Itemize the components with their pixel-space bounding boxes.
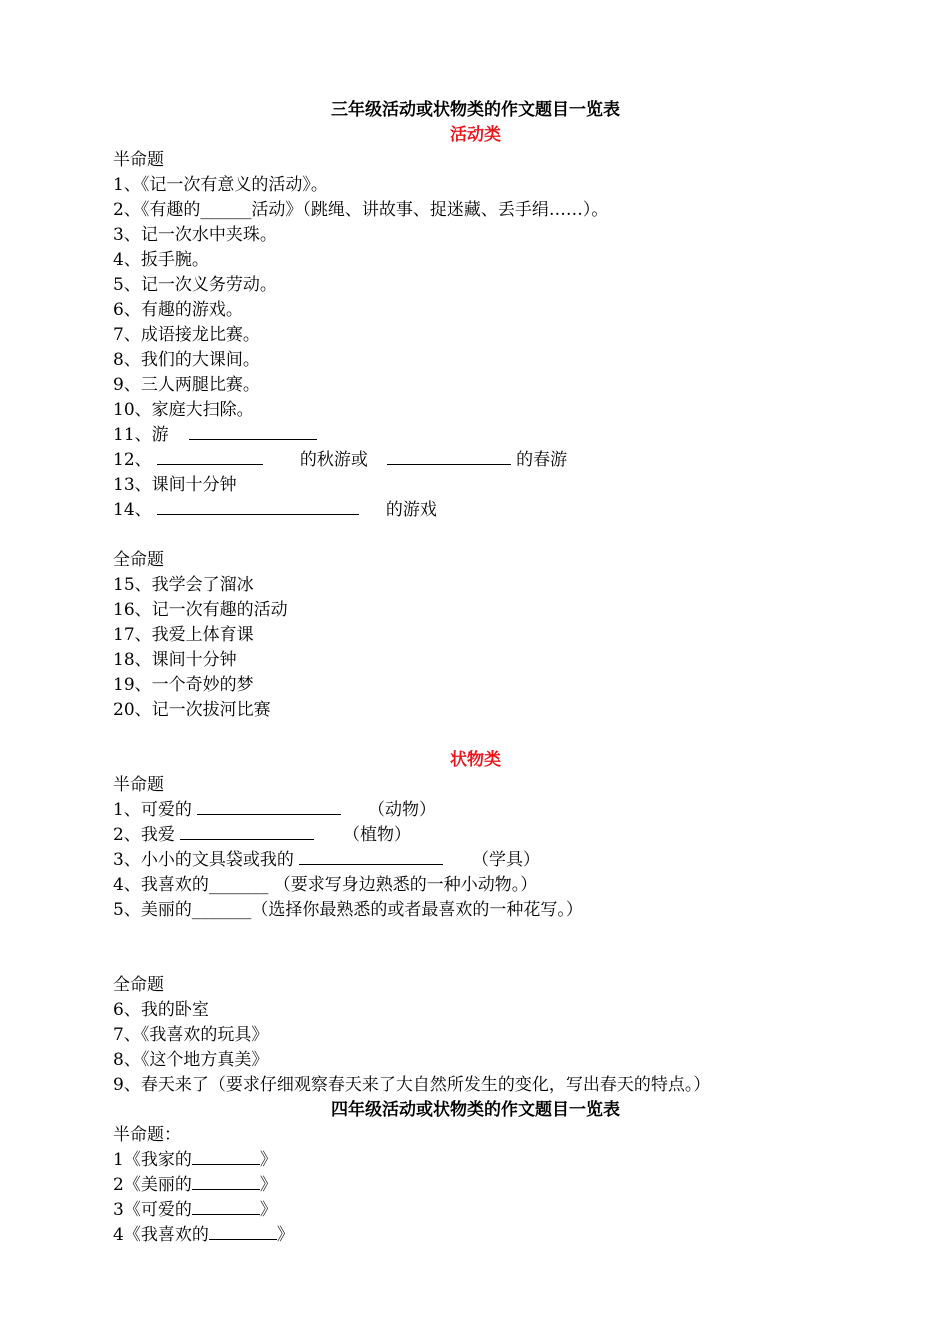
activity-item: 1、《记一次有意义的活动》。 (113, 175, 328, 195)
fill-blank (189, 423, 317, 440)
activity-full-item: 15、我学会了溜冰 (113, 575, 254, 595)
item-text: 1、可爱的 (113, 800, 192, 820)
object-item-4: 4、我喜欢的_______ （要求写身边熟悉的一种小动物。） (113, 875, 538, 895)
object-full-item: 9、春天来了（要求仔细观察春天来了大自然所发生的变化，写出春天的特点。） (113, 1075, 711, 1095)
activity-item: 5、记一次义务劳动。 (113, 275, 277, 295)
activity-item: 7、成语接龙比赛。 (113, 325, 260, 345)
item-text: （植物） (343, 825, 412, 845)
item-text: 的春游 (516, 450, 568, 470)
fill-blank (387, 448, 511, 465)
object-full-label: 全命题 (113, 975, 164, 995)
fill-blank (192, 1173, 260, 1190)
activity-full-label: 全命题 (113, 550, 164, 570)
fill-blank (192, 1198, 260, 1215)
object-item-5: 5、美丽的_______（选择你最熟悉的或者最喜欢的一种花写。） (113, 900, 583, 920)
activity-item: 9、三人两腿比赛。 (113, 375, 260, 395)
item-text: 的秋游或 (299, 450, 368, 470)
item-text: 》 (276, 1225, 294, 1245)
item-text: 》 (259, 1200, 277, 1220)
activity-item-12 (113, 448, 843, 473)
item-text: 14、 (113, 500, 152, 520)
activity-item: 4、扳手腕。 (113, 250, 209, 270)
activity-full-item: 17、我爱上体育课 (113, 625, 254, 645)
fill-blank (299, 848, 443, 865)
activity-item-14 (113, 498, 843, 523)
grade4-item-3 (113, 1198, 843, 1223)
activity-item: 8、我们的大课间。 (113, 350, 260, 370)
grade4-title: 四年级活动或状物类的作文题目一览表 (331, 1100, 620, 1120)
fill-blank (157, 498, 359, 515)
item-text: 2、我爱 (113, 825, 175, 845)
object-item-1 (113, 798, 843, 823)
activity-item-13: 13、课间十分钟 (113, 475, 237, 495)
activity-full-item: 18、课间十分钟 (113, 650, 237, 670)
item-text: 3、小小的文具袋或我的 (113, 850, 294, 870)
activity-full-item: 19、一个奇妙的梦 (113, 675, 254, 695)
item-text: 》 (259, 1175, 277, 1195)
item-text: （动物） (368, 800, 437, 820)
activity-item: 2、《有趣的______活动》（跳绳、讲故事、捉迷藏、丢手绢……）。 (113, 200, 609, 220)
object-full-item: 7、《我喜欢的玩具》 (113, 1025, 269, 1045)
grade4-item-4 (113, 1223, 843, 1248)
item-text: 12、 (113, 450, 152, 470)
object-full-item: 6、我的卧室 (113, 1000, 209, 1020)
item-text: 3《可爱的 (113, 1200, 192, 1220)
activity-full-item: 16、记一次有趣的活动 (113, 600, 288, 620)
object-item-3 (113, 848, 843, 873)
activity-semi-label: 半命题 (113, 150, 164, 170)
grade4-item-2 (113, 1173, 843, 1198)
fill-blank (209, 1223, 277, 1240)
item-text: 》 (259, 1150, 277, 1170)
item-text: （学具） (472, 850, 541, 870)
object-semi-label: 半命题 (113, 775, 164, 795)
item-text: 1《我家的 (113, 1150, 192, 1170)
item-text: 4《我喜欢的 (113, 1225, 209, 1245)
document-page (113, 98, 843, 1248)
activity-item: 10、家庭大扫除。 (113, 400, 254, 420)
object-full-item: 8、《这个地方真美》 (113, 1050, 269, 1070)
fill-blank (157, 448, 263, 465)
fill-blank (197, 798, 341, 815)
grade4-item-1 (113, 1148, 843, 1173)
activity-item: 3、记一次水中夹珠。 (113, 225, 277, 245)
activity-heading: 活动类 (450, 125, 501, 145)
item-text: 11、游 (113, 425, 169, 445)
grade3-title: 三年级活动或状物类的作文题目一览表 (331, 100, 620, 120)
grade4-semi-label: 半命题： (113, 1125, 181, 1145)
fill-blank (192, 1148, 260, 1165)
object-item-2 (113, 823, 843, 848)
fill-blank (180, 823, 314, 840)
item-text: 2《美丽的 (113, 1175, 192, 1195)
item-text: 的游戏 (385, 500, 437, 520)
activity-item-11 (113, 423, 843, 448)
activity-item: 6、有趣的游戏。 (113, 300, 243, 320)
object-heading: 状物类 (450, 750, 501, 770)
activity-full-item: 20、记一次拔河比赛 (113, 700, 271, 720)
